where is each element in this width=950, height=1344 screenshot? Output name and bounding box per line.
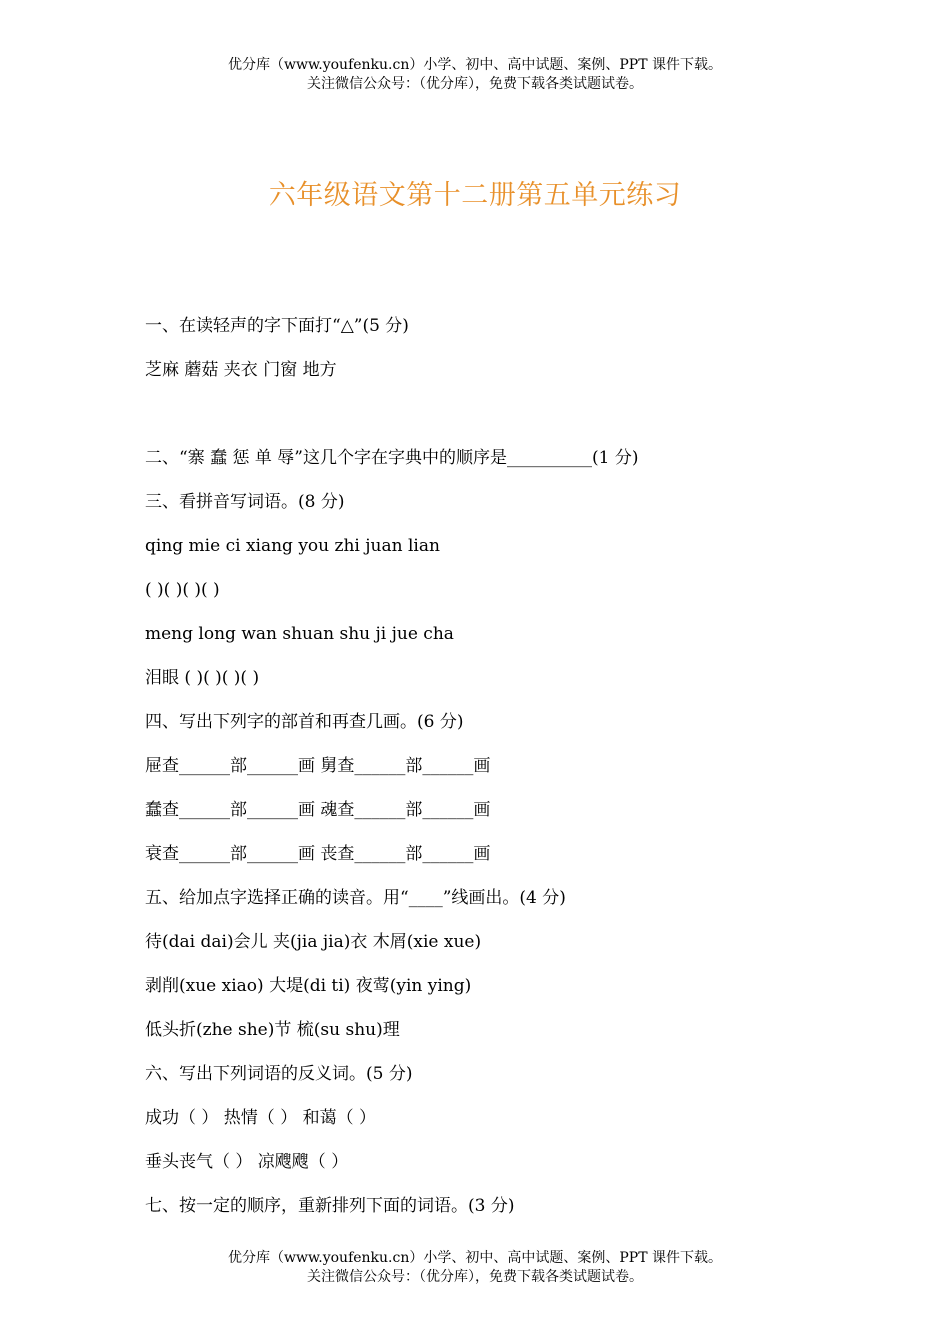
section-2-heading: 二、“寨 蠢 惩 单 辱”这几个字在字典中的顺序是__________(1 分)	[145, 448, 639, 468]
section-1-heading: 一、在读轻声的字下面打“△”(5 分)	[145, 316, 409, 336]
section-3-heading: 三、看拼音写词语。(8 分)	[145, 492, 345, 512]
section-4-heading: 四、写出下列字的部首和再查几画。(6 分)	[145, 712, 464, 732]
pinyin-row-2: meng long wan shuan shu ji jue cha	[145, 624, 454, 644]
section-1-words: 芝麻 蘑菇 夹衣 门窗 地方	[145, 360, 337, 380]
page-footer	[0, 1249, 950, 1287]
pronunciation-row-2: 剥削(xue xiao) 大堤(di ti) 夜莺(yin ying)	[145, 976, 472, 996]
pronunciation-row-3: 低头折(zhe she)节 梳(su shu)理	[145, 1020, 400, 1040]
answer-blanks-2: 泪眼 ( )( )( )( )	[145, 668, 260, 688]
radical-row-2: 蠢查______部______画 魂查______部______画	[145, 800, 491, 820]
answer-blanks-1: ( )( )( )( )	[145, 580, 220, 600]
section-7-heading: 七、按一定的顺序，重新排列下面的词语。(3 分)	[145, 1196, 515, 1216]
antonym-row-1: 成功（ ） 热情（ ） 和蔼（ ）	[145, 1108, 377, 1128]
antonym-row-2: 垂头丧气（ ） 凉飕飕（ ）	[145, 1152, 349, 1172]
section-6-heading: 六、写出下列词语的反义词。(5 分)	[145, 1064, 413, 1084]
radical-row-1: 屉查______部______画 舅查______部______画	[145, 756, 491, 776]
radical-row-3: 衰查______部______画 丧查______部______画	[145, 844, 491, 864]
section-5-heading: 五、给加点字选择正确的读音。用“____”线画出。(4 分)	[145, 888, 566, 908]
footer-line-2: 关注微信公众号：（优分库），免费下载各类试题试卷。	[307, 1269, 643, 1285]
header-line-1: 优分库（www.youfenku.cn）小学、初中、高中试题、案例、PPT 课件下载。	[227, 57, 722, 73]
document-title: 六年级语文第十二册第五单元练习	[268, 180, 682, 211]
pronunciation-row-1: 待(dai dai)会儿 夹(jia jia)衣 木屑(xie xue)	[145, 932, 482, 952]
pinyin-row-1: qing mie ci xiang you zhi juan lian	[145, 536, 440, 556]
footer-line-1: 优分库（www.youfenku.cn）小学、初中、高中试题、案例、PPT 课件下载。	[227, 1250, 722, 1266]
header-line-2: 关注微信公众号：（优分库），免费下载各类试题试卷。	[307, 76, 643, 92]
page-header	[0, 56, 950, 94]
